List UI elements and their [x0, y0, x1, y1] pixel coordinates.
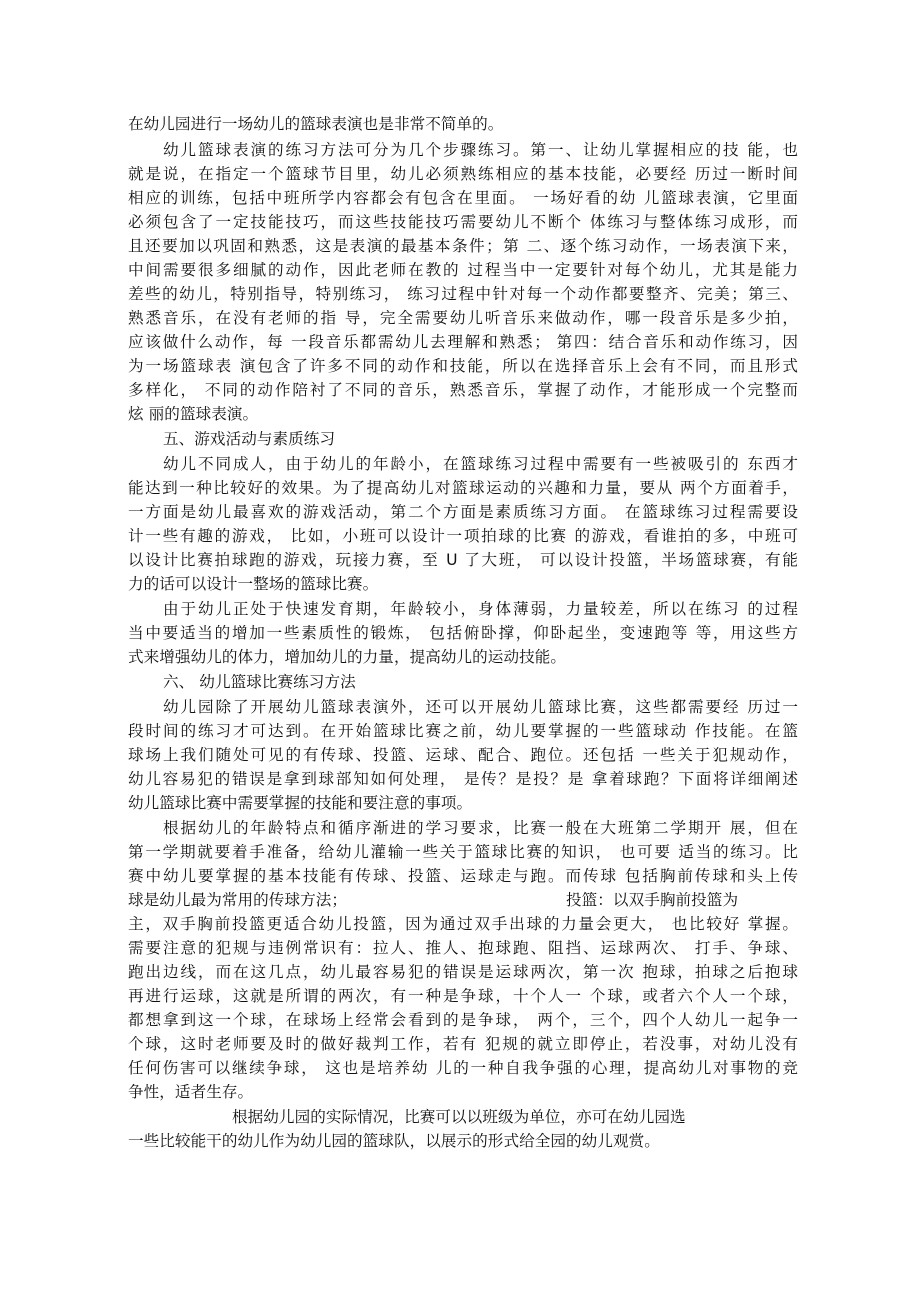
text-line: 炫 丽的篮球表演。 [128, 405, 259, 423]
text-line: 应该做什么动作，每 一段音乐都需幼儿去理解和熟悉； 第四：结合音乐和动作练习，因 [128, 333, 798, 351]
text-line: 多样化， 不同的动作陪衬了不同的音乐，熟悉音乐，掌握了动作，才能形成一个完整而 [128, 381, 798, 399]
text-line: 球是幼儿最为常用的传球方法； [128, 891, 348, 909]
text-line: 幼儿园除了开展幼儿篮球表演外，还可以开展幼儿篮球比赛，这些都需要经 历过一 [163, 698, 798, 716]
text-line: 幼儿篮球表演的练习方法可分为几个步骤练习。第一、让幼儿掌握相应的技 能，也 [163, 141, 798, 159]
text-line: 且还要加以巩固和熟悉，这是表演的最基本条件；第 二、逐个练习动作，一场表演下来， [128, 237, 798, 255]
text-line: 差些的幼儿，特别指导，特别练习， 练习过程中针对每一个动作都要整齐、完美；第三、 [128, 285, 798, 303]
text-line: 球场上我们随处可见的有传球、投篮、运球、配合、跑位。还包括 一些关于犯规动作， [128, 746, 798, 764]
text-line: 相应的训练，包括中班所学内容都会有包含在里面。 一场好看的幼 儿篮球表演，它里面 [128, 189, 798, 207]
text-line: 计一些有趣的游戏， 比如，小班可以设计一项拍球的比赛 的游戏，看谁拍的多，中班可 [128, 527, 798, 545]
text-line: 能达到一种比较好的效果。为了提高幼儿对篮球运动的兴趣和力量，要从 两个方面着手， [128, 479, 798, 497]
text-line: 一些比较能干的幼儿作为幼儿园的篮球队，以展示的形式给全园的幼儿观赏。 [128, 1132, 660, 1150]
text-line: 以设计比赛拍球跑的游戏，玩接力赛，至 U 了大班， 可以设计投篮，半场篮球赛，有能 [128, 551, 798, 569]
text-line: 当中要适当的增加一些素质性的锻炼， 包括俯卧撑，仰卧起坐，变速跑等 等，用这些方 [128, 624, 798, 642]
text-line: 个球，这时老师要及时的做好裁判工作，若有 犯规的就立即停止，若没事，对幼儿没有 [128, 1035, 798, 1053]
text-line: 根据幼儿的年龄特点和循序渐进的学习要求，比赛一般在大班第二学期开 展，但在 [163, 819, 798, 837]
section-heading: 六、 幼儿篮球比赛练习方法 [163, 673, 356, 691]
text-line: 根据幼儿园的实际情况，比赛可以以班级为单位，亦可在幼儿园选 [232, 1108, 686, 1126]
text-line: 幼儿容易犯的错误是拿到球部知如何处理， 是传？是投？是 拿着球跑？下面将详细阐述 [128, 770, 798, 788]
text-line: 争性，适者生存。 [128, 1083, 254, 1101]
text-line: 式来增强幼儿的体力，增加幼儿的力量，提高幼儿的运动技能。 [128, 648, 567, 666]
text-line: 再进行运球，这就是所谓的两次，有一种是争球，十个人一 个球，或者六个人一个球， [128, 987, 798, 1005]
text-line: 需要注意的犯规与违例常识有：拉人、推人、抱球跑、阻挡、运球两次、 打手、争球、 [128, 939, 798, 957]
text-line: 都想拿到这一个球，在球场上经常会看到的是争球， 两个，三个，四个人幼儿一起争一 [128, 1011, 798, 1029]
text-line: 中间需要很多细腻的动作，因此老师在教的 过程当中一定要针对每个幼儿，尤其是能力 [128, 261, 798, 279]
text-line: 在幼儿园进行一场幼儿的篮球表演也是非常不简单的。 [128, 115, 504, 133]
text-line: 主，双手胸前投篮更适合幼儿投篮，因为通过双手出球的力量会更大， 也比较好 掌握。 [128, 915, 798, 933]
text-line: 为一场篮球表 演包含了许多不同的动作和技能，所以在选择音乐上会有不同，而且形式 [128, 357, 798, 375]
text-line: 幼儿篮球比赛中需要掌握的技能和要注意的事项。 [128, 794, 473, 812]
section-heading: 五、游戏活动与素质练习 [163, 430, 336, 448]
text-line: 第一学期就要着手准备，给幼儿灌输一些关于篮球比赛的知识， 也可要 适当的练习。比 [128, 843, 798, 861]
text-line: 力的话可以设计一整场的篮球比赛。 [128, 575, 379, 593]
text-line: 由于幼儿正处于快速发育期，年龄较小，身体薄弱，力量较差，所以在练习 的过程 [163, 600, 798, 618]
text-line: 赛中幼儿要掌握的基本技能有传球、投篮、运球走与跑。而传球 包括胸前传球和头上传 [128, 867, 798, 885]
text-line: 投篮：以双手胸前投篮为 [566, 891, 739, 909]
text-line: 必须包含了一定技能技巧，而这些技能技巧需要幼儿不断个 体练习与整体练习成形，而 [128, 213, 798, 231]
text-line: 幼儿不同成人，由于幼儿的年龄小，在篮球练习过程中需要有一些被吸引的 东西才 [163, 455, 798, 473]
text-line: 就是说，在指定一个篮球节目里，幼儿必须熟练相应的基本技能，必要经 历过一断时间 [128, 165, 798, 183]
text-line: 一方面是幼儿最喜欢的游戏活动，第二个方面是素质练习方面。 在篮球练习过程需要设 [128, 503, 798, 521]
text-line: 跑出边线，而在这几点，幼儿最容易犯的错误是运球两次，第一次 抱球，拍球之后抱球 [128, 963, 798, 981]
text-line: 熟悉音乐，在没有老师的指 导，完全需要幼儿听音乐来做动作，哪一段音乐是多少拍， [128, 309, 798, 327]
text-line: 段时间的练习才可达到。在开始篮球比赛之前，幼儿要掌握的一些篮球动 作技能。在篮 [128, 722, 798, 740]
text-line: 任何伤害可以继续争球， 这也是培养幼 儿的一种自我争强的心理，提高幼儿对事物的竞 [128, 1059, 798, 1077]
